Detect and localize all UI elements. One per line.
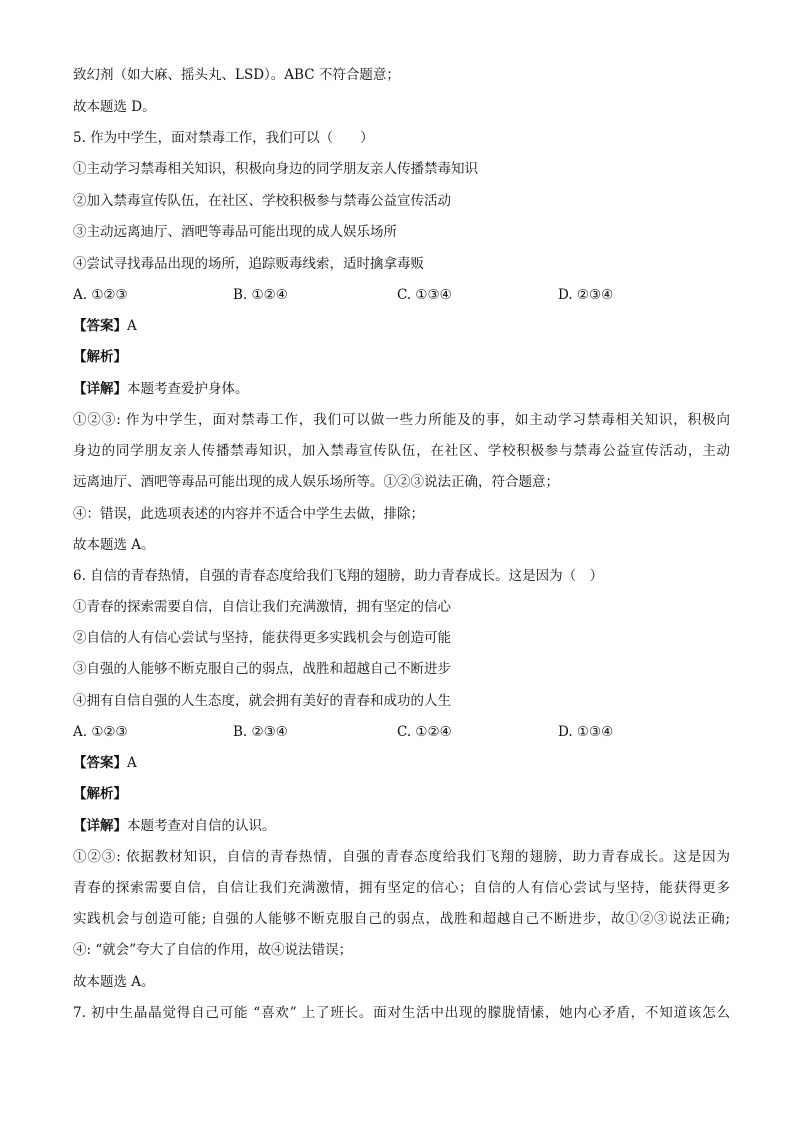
q5-explanation-line: 身边的同学朋友亲人传播禁毒知识，加入禁毒宣传队伍，在社区、学校积极参与禁毒公益宣传活动，主动 bbox=[73, 443, 730, 459]
q5-answer bbox=[73, 315, 730, 337]
question-5-stem: 5. 作为中学生，面对禁毒工作，我们可以（ ） bbox=[73, 130, 374, 146]
q6-detail bbox=[73, 815, 730, 837]
q5-statement-2: ②加入禁毒宣传队伍，在社区、学校积极参与禁毒公益宣传活动 bbox=[73, 193, 451, 209]
q5-statement-4: ④尝试寻找毒品出现的场所，追踪贩毒线索，适时擒拿毒贩 bbox=[73, 256, 424, 272]
text-line: 故本题选 D。 bbox=[73, 99, 156, 115]
q6-option-b: B. ②③④ bbox=[233, 724, 288, 740]
q5-explanation-line: ①②③: 作为中学生，面对禁毒工作，我们可以做一些力所能及的事，如主动学习禁毒相关知识，积极向 bbox=[73, 412, 730, 428]
q6-options bbox=[73, 721, 730, 743]
q5-option-b: B. ①②④ bbox=[233, 287, 288, 303]
detail-label: 【详解】 bbox=[73, 818, 127, 834]
q6-option-a: A. ①②③ bbox=[73, 724, 128, 740]
q5-statement-1: ①主动学习禁毒相关知识，积极向身边的同学朋友亲人传播禁毒知识 bbox=[73, 161, 478, 177]
q5-statement-3: ③主动远离迪厅、酒吧等毒品可能出现的成人娱乐场所 bbox=[73, 224, 397, 240]
q6-explanation-line: 实践机会与创造可能; 自强的人能够不断克服自己的弱点，战胜和超越自己不断进步，故①②③说法正确; bbox=[73, 911, 730, 927]
q5-analysis-label: 【解析】 bbox=[73, 349, 127, 365]
q6-explanation-line: ①②③: 依据教材知识，自信的青春热情，自强的青春态度给我们飞翔的翅膀，助力青春成长。这是因为 bbox=[73, 849, 730, 865]
detail-text: 本题考查对自信的认识。 bbox=[127, 818, 276, 834]
q5-option-d: D. ②③④ bbox=[558, 287, 614, 303]
q6-statement-3: ③自强的人能够不断克服自己的弱点，战胜和超越自己不断进步 bbox=[73, 661, 451, 677]
q6-statement-1: ①青春的探索需要自信，自信让我们充满激情，拥有坚定的信心 bbox=[73, 599, 451, 615]
q6-conclusion: 故本题选 A。 bbox=[73, 974, 155, 990]
q5-option-c: C. ①③④ bbox=[397, 287, 452, 303]
detail-text: 本题考查爱护身体。 bbox=[127, 381, 249, 397]
question-6-stem: 6. 自信的青春热情，自强的青春态度给我们飞翔的翅膀，助力青春成长。这是因为（ ） bbox=[73, 568, 604, 584]
q6-option-d: D. ①③④ bbox=[558, 724, 614, 740]
question-7-stem: 7. 初中生晶晶觉得自己可能 “喜欢” 上了班长。面对生活中出现的朦胧情愫，她内心矛盾，不知道该怎么 bbox=[73, 1005, 730, 1021]
answer-value: A bbox=[127, 318, 137, 334]
q5-explanation-line: ④：错误，此选项表述的内容并不适合中学生去做，排除； bbox=[73, 506, 424, 522]
q6-statement-4: ④拥有自信自强的人生态度，就会拥有美好的青春和成功的人生 bbox=[73, 693, 451, 709]
q5-conclusion: 故本题选 A。 bbox=[73, 537, 155, 553]
q6-explanation-line: ④: “就会”夸大了自信的作用，故④说法错误； bbox=[73, 942, 353, 958]
answer-label: 【答案】 bbox=[73, 318, 127, 334]
q5-options bbox=[73, 284, 730, 306]
q6-statement-2: ②自信的人有信心尝试与坚持，能获得更多实践机会与创造可能 bbox=[73, 630, 451, 646]
q5-option-a: A. ①②③ bbox=[73, 287, 128, 303]
q6-analysis-label: 【解析】 bbox=[73, 786, 127, 802]
text-line: 致幻剂（如大麻、摇头丸、LSD）。ABC 不符合题意； bbox=[73, 67, 400, 83]
answer-label: 【答案】 bbox=[73, 755, 127, 771]
q5-explanation-line: 远离迪厅、酒吧等毒品可能出现的成人娱乐场所等。①②③说法正确，符合题意； bbox=[73, 474, 559, 490]
q6-answer bbox=[73, 752, 730, 774]
q6-explanation-line: 青春的探索需要自信，自信让我们充满激情，拥有坚定的信心；自信的人有信心尝试与坚持，能获得更多 bbox=[73, 880, 730, 896]
answer-value: A bbox=[127, 755, 137, 771]
q6-option-c: C. ①②④ bbox=[397, 724, 452, 740]
detail-label: 【详解】 bbox=[73, 381, 127, 397]
q5-detail bbox=[73, 378, 730, 400]
